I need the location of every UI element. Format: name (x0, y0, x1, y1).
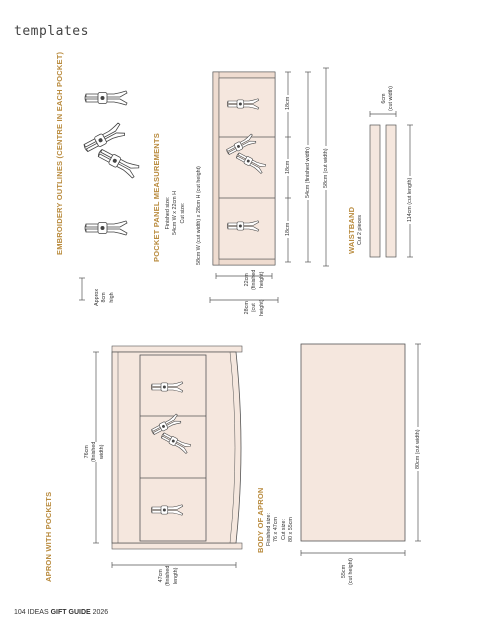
embroidery-approx-label: Approx 8cm high (94, 288, 115, 306)
issue-title: GIFT GUIDE (50, 609, 91, 616)
dim-80cm: 80cm (cut width) (415, 429, 421, 469)
dim-18cm-1: 18cm (285, 96, 291, 110)
dim-55cm: 55cm (cut height) (341, 558, 355, 585)
page-number: 104 (14, 609, 26, 616)
dim-47cm: 47cm (finished length) (158, 565, 179, 586)
apron-drawing (112, 346, 242, 549)
embroidery-peg-bottom (85, 221, 127, 235)
body-heading: BODY OF APRON (256, 487, 265, 553)
body-rectangle (301, 344, 405, 541)
dim-22cm: 22cm (finished height) (244, 269, 265, 290)
waistband-heading: WAISTBAND (347, 206, 356, 254)
dim-114cm: 114cm (cut length) (407, 177, 413, 222)
dim-28cm: 28cm (cut height) (244, 299, 265, 316)
embroidery-peg-crossed (82, 123, 140, 179)
pocket-panel-finished: Finished size: 54cm W x 22cm H Cut size: (165, 190, 186, 235)
pocket-panel-heading: POCKET PANEL MEASUREMENTS (152, 133, 161, 262)
embroidery-heading: EMBROIDERY OUTLINES (CENTRE IN EACH POCKET) (55, 51, 64, 255)
dim-6cm: 6cm (cut width) (381, 86, 395, 111)
pocket-panel-cut-dims: 58cm W (cut width) x 28cm H (cut height) (196, 166, 202, 265)
body-sizes: Finished size: 76 x 47cm Cut size: 80 x 55cm (266, 513, 294, 546)
dim-54cm: 54cm (finished width) (305, 147, 311, 198)
waistband-strips (370, 125, 396, 257)
dim-58cm: 58cm (cut width) (323, 148, 329, 188)
dim-18cm-3: 18cm (285, 222, 291, 236)
issue-year: 2026 (92, 609, 109, 616)
dim-76cm: 76cm (finished width) (84, 441, 105, 462)
apron-heading: APRON WITH POCKETS (44, 491, 53, 582)
approx-dimension (79, 278, 85, 300)
pocket-panel-drawing (213, 72, 275, 265)
page-footer (14, 609, 108, 616)
page-title: templates (14, 24, 89, 39)
waistband-sub: Cut 2 pieces (357, 215, 363, 245)
magazine-name: IDEAS (27, 609, 49, 616)
embroidery-peg-top (85, 91, 127, 105)
dim-18cm-2: 18cm (285, 160, 291, 174)
